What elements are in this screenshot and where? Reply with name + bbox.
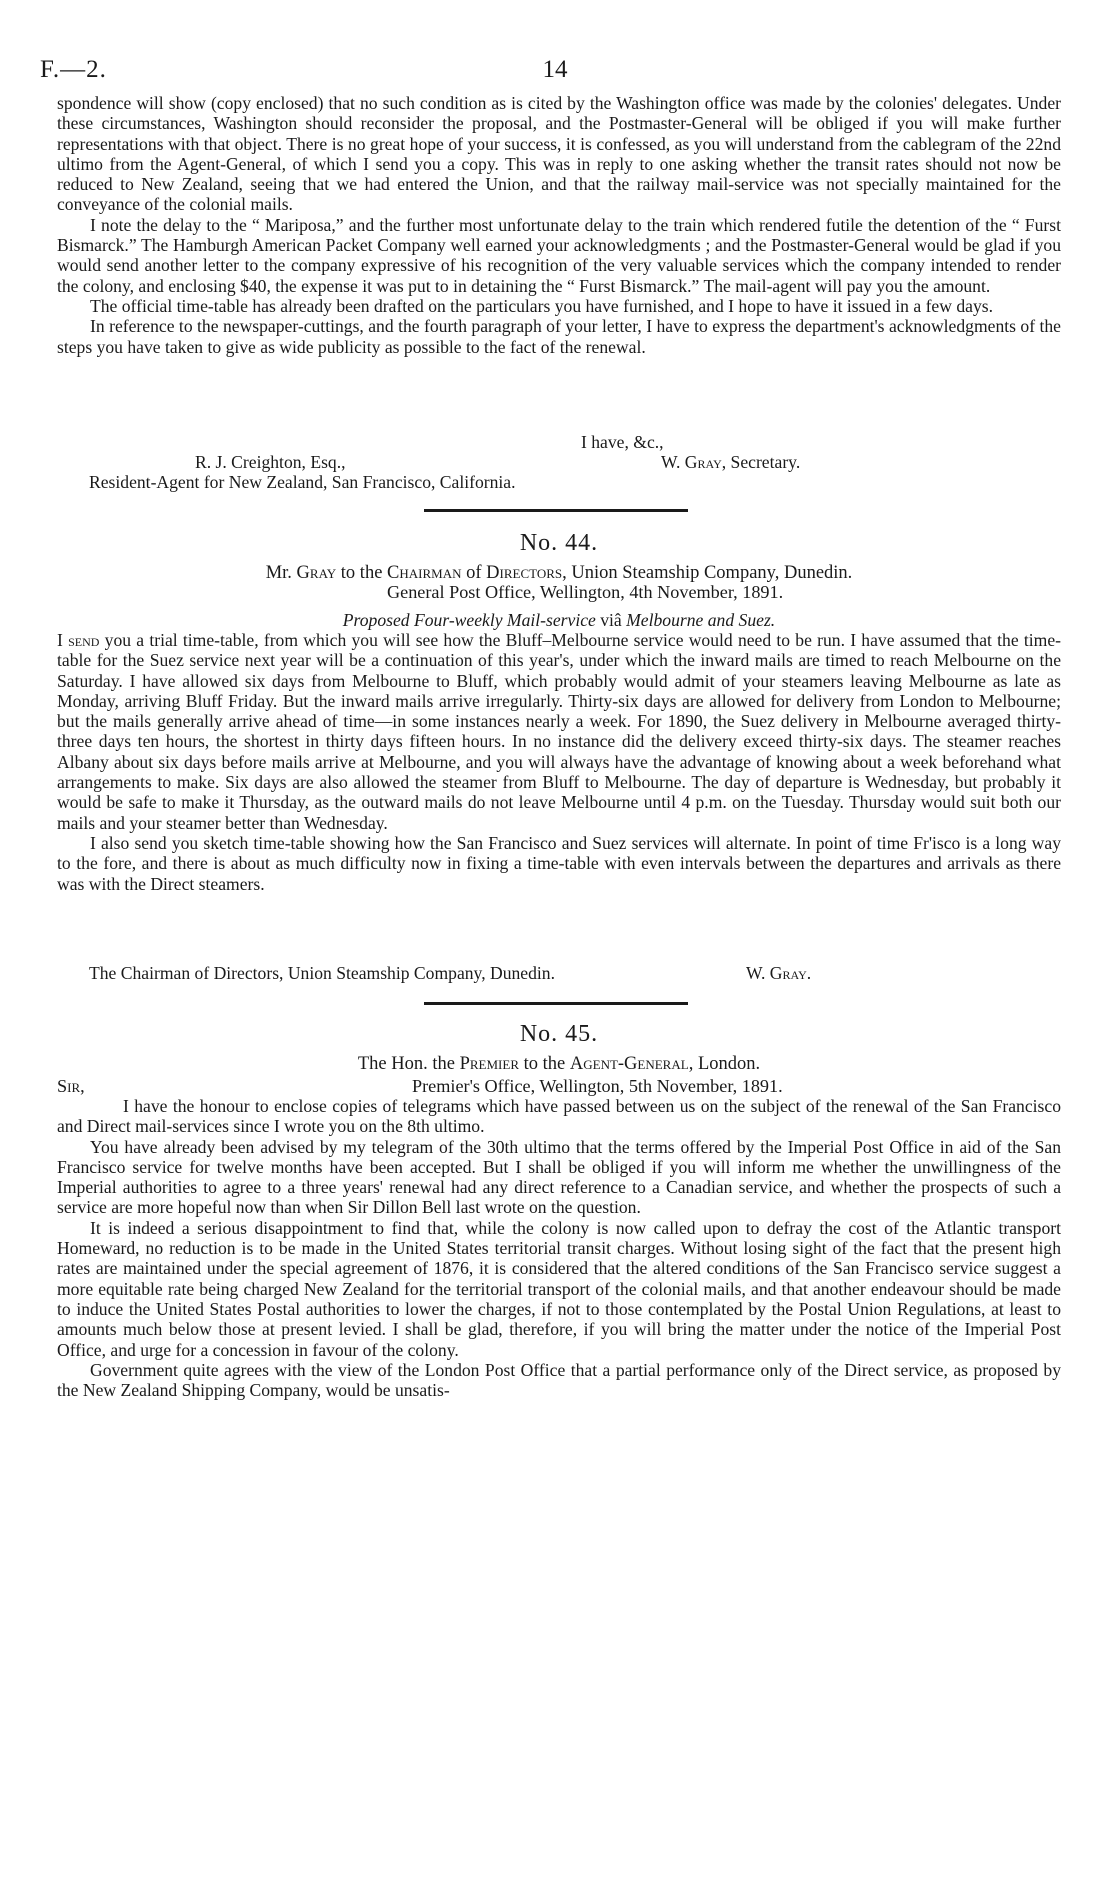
signature-row (57, 452, 1061, 474)
title-text: to the (523, 1054, 566, 1074)
dateline: Premier's Office, Wellington, 5th November, 1891. (412, 1076, 783, 1096)
signature (746, 963, 811, 984)
salutation-row (57, 1076, 1061, 1098)
title-text: Mr. (265, 563, 292, 583)
signature-row (57, 963, 1061, 985)
paragraph: It is indeed a serious disappointment to find that, while the colony is now called upon to defray the cost of the Atlantic transport Homeward, no reduction is to be made in the United States territorial transit charges. Without losing sight of the fact that the present high rates are maintained under the special agreement of 1876, it is considered that the altered conditions of the San Francisco service suggest a more equitable rate being charged New Zealand for the territorial transport of the colonial mails, and that another endeavour should be made to induce the United States Postal authorities to lower the charges, if not to those contemplated by the Postal Union Regulations, at least to amounts much below those at present levied. I shall be glad, therefore, if you will bring the matter under the notice of the Imperial Post Office, and urge for a concession in favour of the colony. (57, 1217, 1061, 1360)
title-text: Chairman (387, 563, 462, 583)
subject-text: viâ (600, 610, 622, 630)
paragraph: The official time-table has already been drafted on the particulars you have furnished, and I hope to have it issued in a few days. (90, 295, 993, 316)
paragraph: spondence will show (copy enclosed) that no such condition as is cited by the Washington office was made by the colonies' delegates. Under these circumstances, Washington should reconsider the proposal, and the Postmaster-General will be obliged if you will make further representations with that object. There is no great hope of your success, it is confessed, as you will understand from the cablegram of the 22nd ultimo from the Agent-General, of which I send you a copy. This was in reply to one asking whether the transit rates should not now be reduced to New Zealand, seeing that we had entered the Union, and that the railway mail-service was not specially maintained for the conveyance of the colonial mails. (57, 93, 1061, 215)
page-number: 14 (542, 56, 568, 83)
section-heading (57, 1021, 1061, 1048)
title-text: to the (340, 563, 383, 583)
title-text: , London. (688, 1054, 761, 1074)
signature-initial: W. (746, 963, 766, 983)
letter-continuation (57, 93, 1061, 357)
letter-number: No. 44. (519, 530, 599, 556)
paragraph: Government quite agrees with the view of the London Post Office that a partial performance only of the Direct service, as proposed by the New Zealand Shipping Company, would be unsatis- (57, 1359, 1061, 1401)
paragraph (57, 630, 1061, 833)
paragraph: I note the delay to the “ Mariposa,” and the further most unfortunate delay to the train which rendered futile the detention of the “ Furst Bismarck.” The Hamburgh American Packet Company well earned your acknowledgments ; and the Postmaster-General would be glad if you would send another letter to the company expressive of his recognition of the very valuable services which the company intended to render the colony, and enclosing $40, the expense it was put to in detaining the “ Furst Bismarck.” The mail-agent will pay you the amount. (57, 214, 1061, 296)
title-text: Directors (486, 563, 563, 583)
signature-initial: W. (661, 452, 681, 472)
dateline: General Post Office, Wellington, 4th November, 1891. (387, 582, 784, 602)
address-row (57, 472, 1061, 494)
section-heading (57, 530, 1061, 557)
title-text: of (466, 563, 482, 583)
closing: I have, &c., (581, 432, 664, 452)
title-text: , Union Steamship Company, Dunedin. (562, 563, 853, 583)
addressee: R. J. Creighton, Esq., (195, 452, 346, 472)
signature-name: Gray (684, 452, 722, 472)
page-header (40, 56, 1070, 92)
closing-row (57, 432, 1061, 454)
letter-subject (57, 610, 1061, 631)
letter-body (57, 1096, 1061, 1400)
signature-name: Gray. (769, 963, 812, 983)
title-text: Premier (459, 1054, 519, 1074)
letter-body (57, 630, 1061, 894)
addressee: The Chairman of Directors, Union Steamship Company, Dunedin. (89, 963, 555, 983)
signature (661, 452, 800, 473)
paragraph-text: you a trial time-table, from which you will see how the Bluff–Melbourne service would need to be run. I have assumed that the time-table for the Suez service next year will be a continuation of this year's, under which the inward mails are timed to reach Melbourne on the Saturday. I have allowed six days from Melbourne to Bluff, which probably would admit of your steamers leaving Melbourne as late as Monday, arriving Bluff Friday. But the inward mails arrive irregularly. Thirty-six days are allowed for delivery from London to Melbourne; but the mails generally arrive ahead of time—in some instances nearly a week. For 1890, the Suez delivery in Melbourne averaged thirty-three days ten hours, the shortest in thirty days fifteen hours. In no instance did the delivery exceed thirty-six days. The steamer reaches Albany about six days before mails arrive at Melbourne, and you will always have the advantage of knowing about a week beforehand what arrangements to make. Six days are also allowed the steamer from Bluff to Melbourne. The day of departure is Wednesday, but probably it would be safe to make it Thursday, as the outward mails do not leave Melbourne until 4 p.m. on the Tuesday. Thursday would suit both our mails and your steamer better than Wednesday. (57, 630, 1062, 833)
letter-number: No. 45. (519, 1021, 599, 1047)
salutation: Sir, (57, 1076, 85, 1096)
letter-title (57, 563, 1061, 584)
parliamentary-paper-code: F.—2. (40, 56, 107, 83)
lead-words: I send (57, 630, 100, 650)
signature-title: , Secretary. (721, 452, 801, 472)
subject-text: Proposed Four-weekly Mail-service (342, 610, 596, 630)
subject-text: Melbourne and Suez. (626, 610, 776, 630)
letter-title (57, 1054, 1061, 1075)
paragraph: I have the honour to enclose copies of telegrams which have passed between us on the subject of the renewal of the San Francisco and Direct mail-services since I wrote you on the 8th ultimo. (57, 1096, 1061, 1137)
section-divider (424, 1002, 688, 1005)
title-text: Agent-General (569, 1054, 689, 1074)
section-divider (424, 509, 688, 512)
address-line: Resident-Agent for New Zealand, San Francisco, California. (89, 472, 516, 492)
paragraph: In reference to the newspaper-cuttings, and the fourth paragraph of your letter, I have to express the department's acknowledgments of the steps you have taken to give as wide publicity as possible to the fact of the renewal. (57, 316, 1061, 357)
title-text: The Hon. the (357, 1054, 455, 1074)
paragraph: You have already been advised by my telegram of the 30th ultimo that the terms offered by the Imperial Post Office in aid of the San Francisco service for twelve months have been accepted. But I shall be obliged if you will inform me whether the unwillingness of the Imperial authorities to agree to a three years' renewal had any direct reference to a Canadian service, and whether the prospects of such a service are more hopeful now than when Sir Dillon Bell last wrote on the question. (57, 1136, 1061, 1218)
title-text: Gray (296, 563, 337, 583)
dateline-row (57, 582, 1061, 604)
paragraph: I also send you sketch time-table showing how the San Francisco and Suez services will alternate. In point of time Fr'isco is a long way to the fore, and there is about as much difficulty now in fixing a time-table with even intervals between the departures and arrivals as there was with the Direct steamers. (57, 832, 1061, 894)
